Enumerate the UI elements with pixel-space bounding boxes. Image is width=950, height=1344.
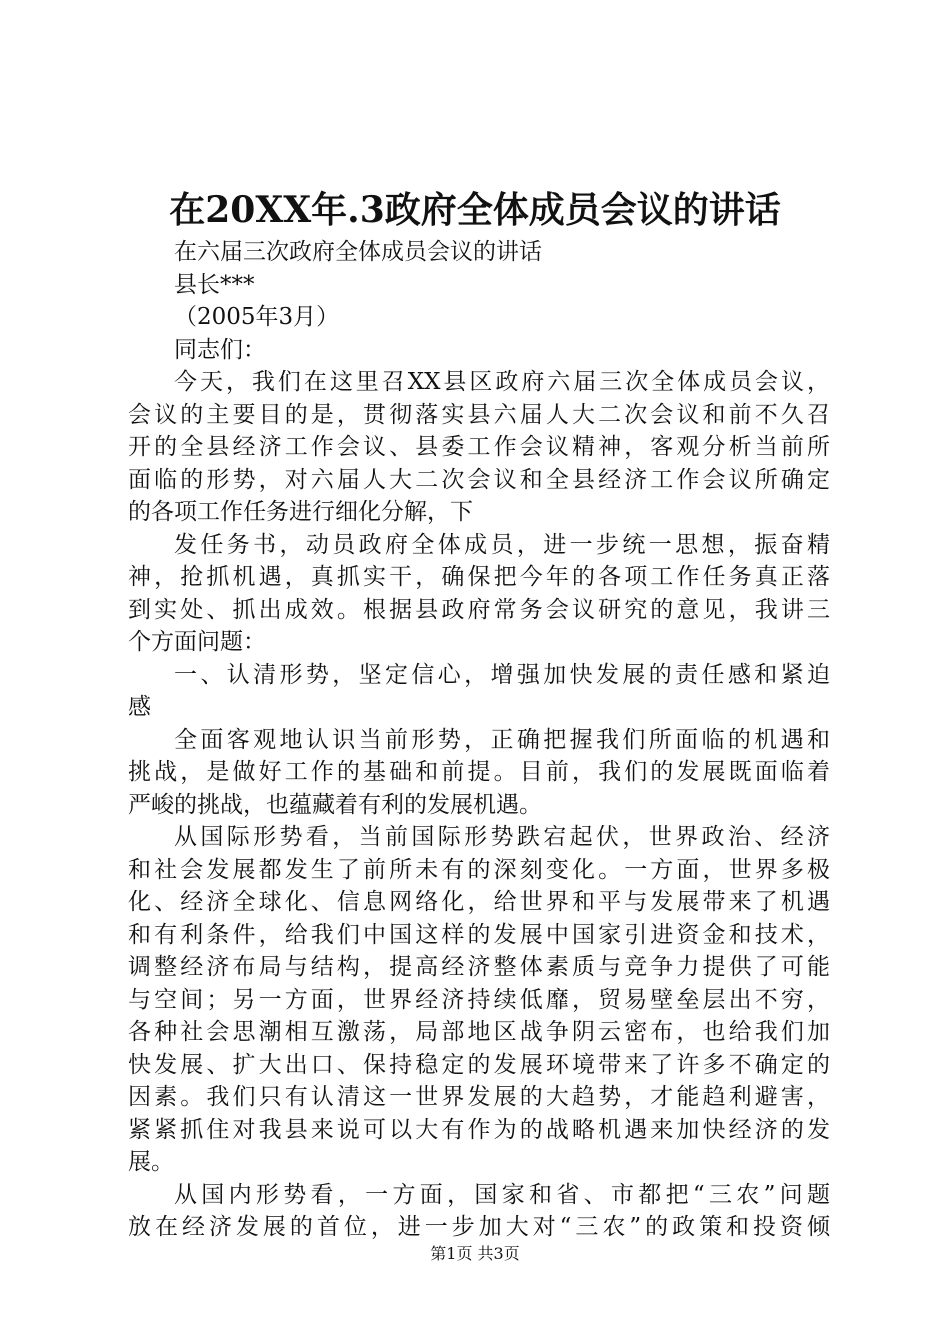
body-line: 展。: [128, 1149, 174, 1175]
body-line: 开的全县经济工作会议、县委工作会议精神，客观分析当前所: [128, 434, 830, 460]
body-line: 从国内形势看，一方面，国家和省、市都把“三农”问题: [174, 1181, 830, 1208]
body-line: 严峻的挑战，也蕴藏着有利的发展机遇。: [128, 791, 542, 818]
body-line: 一、认清形势，坚定信心，增强加快发展的责任感和紧迫: [174, 661, 830, 688]
body-line: （2005年3月）: [174, 304, 340, 330]
body-line: 调整经济布局与结构，提高经济整体素质与竞争力提供了可能: [128, 954, 830, 980]
body-line: 发任务书，动员政府全体成员，进一步统一思想，振奋精: [174, 531, 830, 558]
body-line: 从国际形势看，当前国际形势跌宕起伏，世界政治、经济: [174, 824, 830, 850]
body-line: 因素。我们只有认清这一世界发展的大趋势，才能趋利避害，: [128, 1084, 830, 1110]
body-line: 会议的主要目的是，贯彻落实县六届人大二次会议和前不久召: [128, 401, 830, 428]
body-line: 在六届三次政府全体成员会议的讲话: [174, 239, 542, 265]
body-line: 挑战，是做好工作的基础和前提。目前，我们的发展既面临着: [128, 759, 830, 785]
body-line: 快发展、扩大出口、保持稳定的发展环境带来了许多不确定的: [128, 1051, 830, 1078]
page-footer: 第1页 共3页: [430, 1244, 520, 1263]
body-line: 神，抢抓机遇，真抓实干，确保把今年的各项工作任务真正落: [128, 564, 830, 590]
body-line: 感: [128, 694, 151, 720]
body-line: 县长***: [174, 271, 255, 298]
body-line: 面临的形势，对六届人大二次会议和全县经济工作会议所确定: [128, 466, 830, 493]
body-line: 各种社会思潮相互激荡，局部地区战争阴云密布，也给我们加: [128, 1019, 830, 1045]
body-line: 的各项工作任务进行细化分解，下: [128, 499, 473, 525]
body-line: 今天，我们在这里召XX县区政府六届三次全体成员会议，: [174, 369, 830, 395]
body-line: 同志们：: [174, 336, 266, 363]
document-title: 在20XX年.3政府全体成员会议的讲话: [169, 189, 781, 231]
body-line: 放在经济发展的首位，进一步加大对“三农”的政策和投资倾: [128, 1214, 830, 1240]
body-line: 和有利条件，给我们中国这样的发展中国家引进资金和技术，: [128, 921, 830, 948]
body-line: 全面客观地认识当前形势，正确把握我们所面临的机遇和: [174, 726, 830, 753]
body-line: 紧紧抓住对我县来说可以大有作为的战略机遇来加快经济的发: [128, 1116, 830, 1143]
body-line: 到实处、抓出成效。根据县政府常务会议研究的意见，我讲三: [128, 596, 830, 623]
body-line: 与空间；另一方面，世界经济持续低靡，贸易壁垒层出不穷，: [128, 986, 830, 1013]
body-line: 和社会发展都发生了前所未有的深刻变化。一方面，世界多极: [128, 856, 830, 883]
body-line: 个方面问题：: [128, 629, 266, 655]
document-body: [128, 236, 830, 1244]
body-line: 化、经济全球化、信息网络化，给世界和平与发展带来了机遇: [128, 889, 830, 915]
